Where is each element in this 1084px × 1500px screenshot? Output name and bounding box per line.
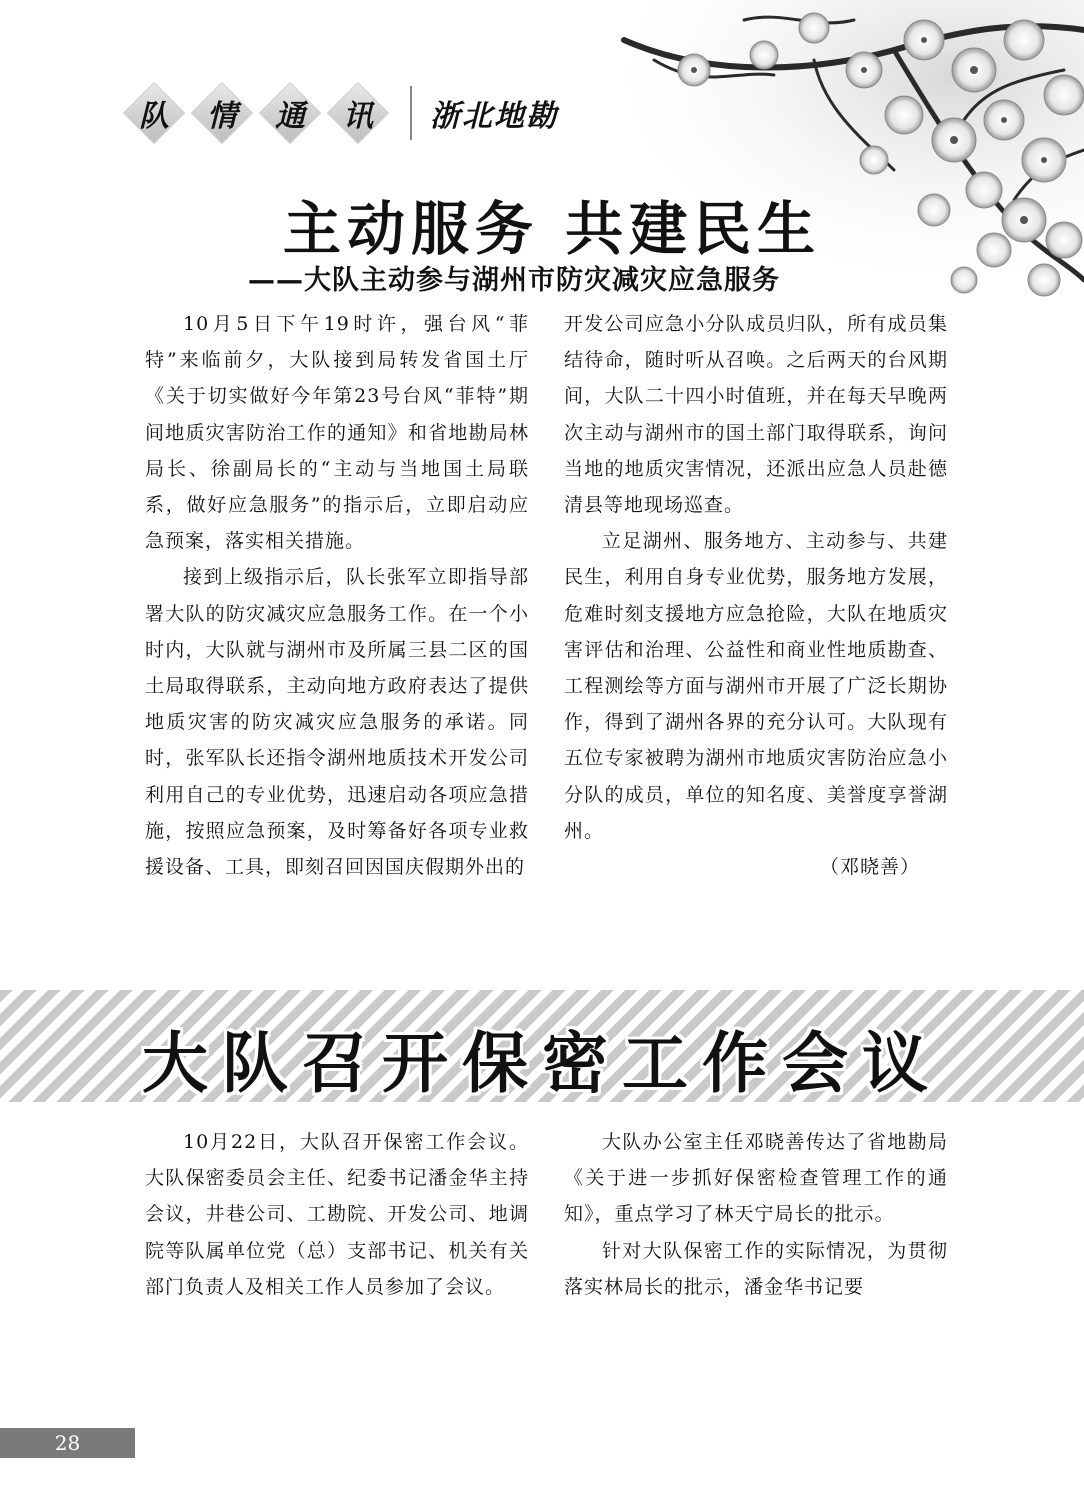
header-char: 通	[275, 99, 305, 134]
author-signature: （邓晓善）	[819, 856, 920, 879]
header-char: 情	[207, 99, 237, 134]
article1-subtitle: ——大队主动参与湖州市防灾减灾应急服务	[248, 265, 780, 296]
header-diamond	[259, 82, 321, 144]
article2-column-right	[564, 1124, 948, 1305]
header-char: 队	[139, 99, 169, 134]
paragraph: 10月22日，大队召开保密工作会议。大队保密委员会主任、纪委书记潘金华主持会议，井巷公司、工勘院、开发公司、地调院等队属单位党（总）支部书记、机关有关部门负责人及相关工作人员参加了会议。	[145, 1131, 529, 1298]
paragraph: 接到上级指示后，队长张军立即指导部署大队的防灾减灾应急服务工作。在一个小时内，大队就与湖州市及所属三县二区的国土局取得联系，主动向地方政府表达了提供地质灾害的防灾减灾应急服务的承诺。同时，张军队长还指令湖州地质技术开发公司利用自己的专业优势，迅速启动各项应急措施，按照应急预案，及时筹备好各项专业救援设备、工具，即刻召回因国庆假期外出的	[145, 566, 529, 879]
header-char: 讯	[343, 99, 373, 134]
publication-name: 浙北地勘	[430, 99, 558, 134]
page-number: 28	[0, 1428, 135, 1458]
paragraph: 开发公司应急小分队成员归队，所有成员集结待命，随时听从召唤。之后两天的台风期间，大队二十四小时值班，并在每天早晚两次主动与湖州市的国土部门取得联系，询问当地的地质灾害情况，还派出应急人员赴德清县等地现场巡查。	[564, 313, 948, 517]
header-diamond	[327, 82, 389, 144]
header-diamond	[191, 82, 253, 144]
section-header	[132, 86, 558, 140]
header-diamond	[123, 82, 185, 144]
paragraph: 10月5日下午19时许，强台风“菲特”来临前夕，大队接到局转发省国土厅《关于切实做好今年第23号台风“菲特”期间地质灾害防治工作的通知》和省地勘局林局长、徐副局长的“主动与当地国土局联系，做好应急服务”的指示后，立即启动应急预案，落实相关措施。	[145, 313, 529, 553]
article2-column-left	[145, 1124, 529, 1305]
article2-title: 大队召开保密工作会议	[142, 1025, 942, 1102]
article1-column-right	[564, 306, 948, 885]
paragraph: 大队办公室主任邓晓善传达了省地勘局《关于进一步抓好保密检查管理工作的通知》，重点学习了林天宁局长的批示。	[564, 1131, 948, 1226]
paragraph: 立足湖州、服务地方、主动参与、共建民生，利用自身专业优势，服务地方发展，危难时刻支援地方应急抢险，大队在地质灾害评估和治理、公益性和商业性地质勘查、工程测绘等方面与湖州市开展了广泛长期协作，得到了湖州各界的充分认可。大队现有五位专家被聘为湖州市地质灾害防治应急小分队的成员，单位的知名度、美誉度享誉湖州。	[564, 530, 948, 842]
article1-title: 主动服务 共建民生	[282, 195, 822, 263]
header-divider	[410, 86, 412, 140]
paragraph: 针对大队保密工作的实际情况，为贯彻落实林局长的批示，潘金华书记要	[564, 1239, 948, 1298]
article1-column-left	[145, 306, 529, 885]
